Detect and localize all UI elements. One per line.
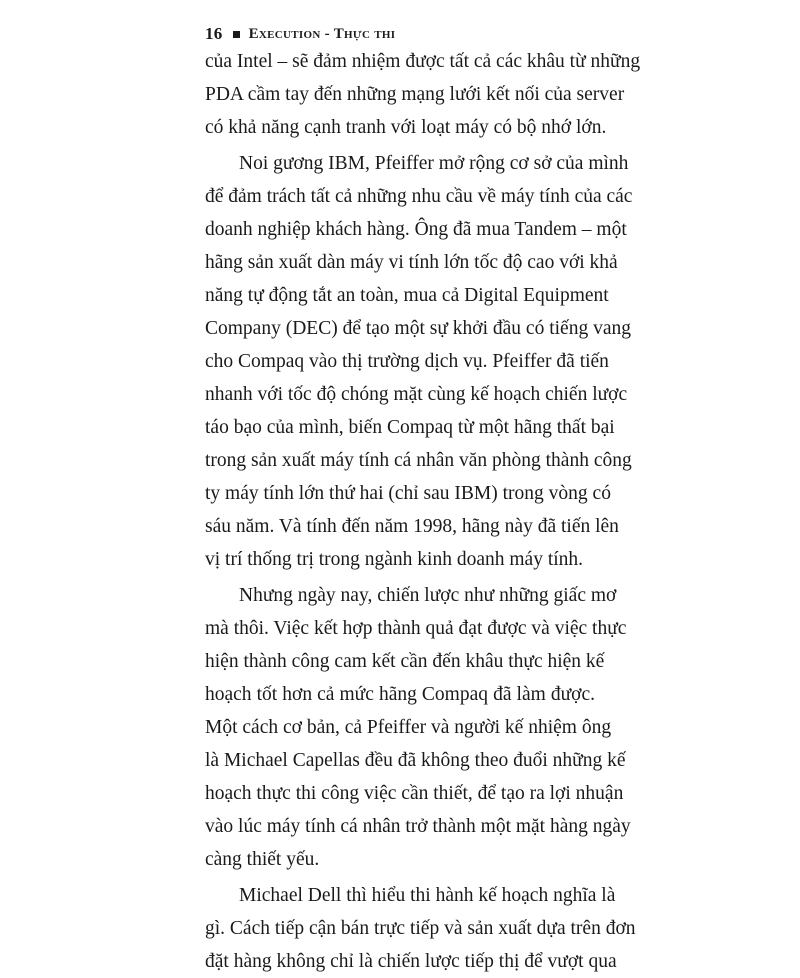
text-line: để đảm trách tất cả những nhu cầu về máy tính của các: [205, 186, 633, 207]
text-line: càng thiết yếu.: [205, 849, 320, 870]
running-header-title: Execution - Thực thi: [248, 25, 396, 42]
header-separator-square: [233, 31, 240, 38]
text-line: của Intel – sẽ đảm nhiệm được tất cả các khâu từ những: [205, 51, 641, 72]
text-line: hãng sản xuất dàn máy vi tính lớn tốc độ cao với khả: [205, 252, 618, 273]
page-number: 16: [205, 24, 223, 43]
text-line: trong sản xuất máy tính cá nhân văn phòng thành công: [205, 450, 632, 471]
text-line: là Michael Capellas đều đã không theo đuổi những kế: [205, 750, 626, 771]
body-text: [205, 45, 641, 978]
paragraph: [205, 45, 641, 144]
text-line: hoạch tốt hơn cả mức hãng Compaq đã làm được.: [205, 684, 595, 705]
text-line: gì. Cách tiếp cận bán trực tiếp và sản xuất dựa trên đơn: [205, 918, 636, 939]
text-line: Một cách cơ bản, cả Pfeiffer và người kế nhiệm ông: [205, 717, 612, 738]
text-line: nhanh với tốc độ chóng mặt cùng kế hoạch chiến lược: [205, 384, 628, 405]
paragraph: [205, 579, 631, 876]
text-line: sáu năm. Và tính đến năm 1998, hãng này đã tiến lên: [205, 516, 619, 537]
paragraph: [205, 147, 633, 576]
paragraph: [205, 879, 636, 978]
text-line: Nhưng ngày nay, chiến lược như những giấc mơ: [239, 585, 617, 606]
text-line: mà thôi. Việc kết hợp thành quả đạt được và việc thực: [205, 618, 627, 639]
text-line: Noi gương IBM, Pfeiffer mở rộng cơ sở của mình: [239, 153, 629, 174]
text-line: đặt hàng không chỉ là chiến lược tiếp thị để vượt qua: [205, 951, 617, 972]
text-line: PDA cầm tay đến những mạng lưới kết nối của server: [205, 84, 625, 105]
running-header: [205, 24, 395, 44]
text-line: vào lúc máy tính cá nhân trở thành một mặt hàng ngày: [205, 816, 631, 837]
text-line: táo bạo của mình, biến Compaq từ một hãng thất bại: [205, 417, 615, 438]
text-line: Company (DEC) để tạo một sự khởi đầu có tiếng vang: [205, 318, 631, 339]
text-line: năng tự động tắt an toàn, mua cả Digital Equipment: [205, 285, 609, 306]
text-line: hoạch thực thi công việc cần thiết, để tạo ra lợi nhuận: [205, 783, 624, 804]
text-line: vị trí thống trị trong ngành kinh doanh máy tính.: [205, 549, 584, 570]
text-line: ty máy tính lớn thứ hai (chỉ sau IBM) trong vòng có: [205, 483, 611, 504]
text-line: cho Compaq vào thị trường dịch vụ. Pfeiffer đã tiến: [205, 351, 609, 372]
text-line: hiện thành công cam kết cần đến khâu thực hiện kế: [205, 651, 605, 672]
text-line: có khả năng cạnh tranh với loạt máy có bộ nhớ lớn.: [205, 117, 607, 138]
text-line: doanh nghiệp khách hàng. Ông đã mua Tandem – một: [205, 219, 627, 240]
text-line: Michael Dell thì hiểu thi hành kế hoạch nghĩa là: [239, 885, 616, 906]
